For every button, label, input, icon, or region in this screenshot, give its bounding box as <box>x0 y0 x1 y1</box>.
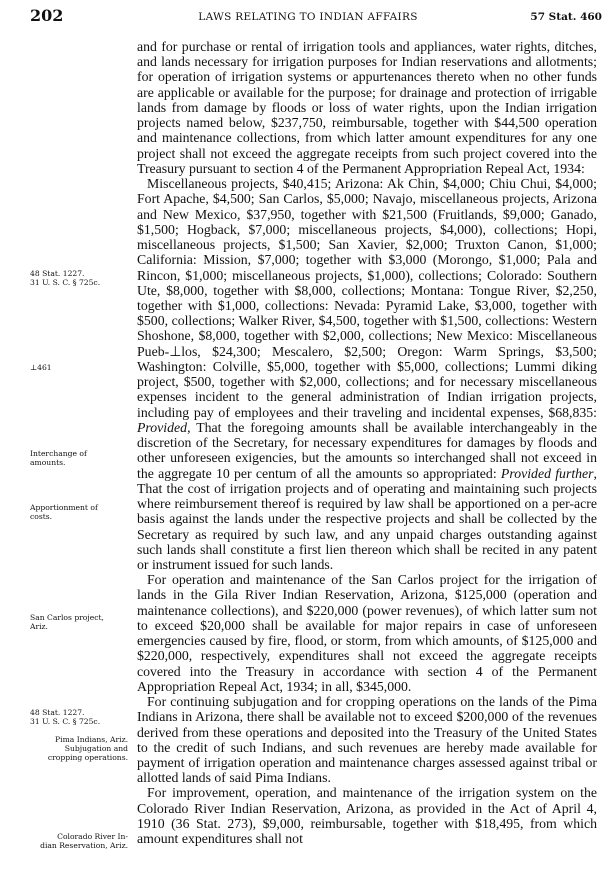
paragraph-text: , That the foregoing amounts shall be available interchangeably in the discretion of the Secretary, for necessary expenditures for damages by floods and other unforeseen exigencies, but the amounts so interchanged shall not exceed in the aggregate 10 per centum of all the amounts so appropriated: <box>137 419 597 481</box>
paragraph-text: , That the cost of irrigation projects and of operating and maintaining such projects where reimbursement thereof is required by law shall be apportioned on a per-acre basis against the lands under the respective projects and shall be collected by the Secretary as required by such law, and any unpaid charges outstanding against such lands shall constitute a first lien thereon which shall be recited in any patent or instrument issued for such lands. <box>137 465 597 572</box>
margin-note: Pima Indians, Ariz. Subjugation and cropping operations. <box>47 735 128 762</box>
paragraph <box>137 785 597 846</box>
margin-note: 48 Stat. 1227. 31 U. S. C. § 725c. <box>30 708 101 726</box>
paragraph-text: For operation and maintenance of the San Carlos project for the irrigation of lands in the Gila River Indian Reservation, Arizona, $125,000 (operation and maintenance collections), and $220,000 (power revenues), of which latter sum not to exceed $20,000 shall be available for major repairs in case of unforeseen emergencies caused by fire, flood, or storm, from which amounts, of $125,000 and $220,000, respectively, expenditures shall not exceed the aggregate receipts covered into the Treasury in accordance with section 4 of the Permanent Appropriation Repeal Act, 1934; in all, $345,000. <box>137 572 597 694</box>
paragraph-text: Miscellaneous projects, $40,415; Arizona: Ak Chin, $4,000; Chiu Chui, $4,000; Fort Apache, $4,500; San Carlos, $5,000; Navajo, miscellaneous projects, Arizona and New Mexico, $37,950, together with $21,500 (Fruitlands, $9,000; Ganado, $1,500; Hogback, $7,000; miscellaneous projects, $4,000), collections; Hopi, miscellaneous projects, $1,500; San Xavier, $2,000; Truxton Canon, $1,000; California: Mission, $7,000; together with $3,000 (Morongo, $1,000; Pala and Rincon, $1,000; miscellaneous projects, $1,000), collections; Colorado: Southern Ute, $8,000, together with $8,000, collections; Montana: Tongue River, $2,250, together with $1,000, collections: Nevada: Pyramid Lake, $3,000, together with $500, collections; Walker River, $4,500, together with $1,500, collections: Western Shoshone, $8,000, together with $2,000, collections; New Mexico: Miscellaneous Pueb-⊥los, $24,300; Mescalero, $2,500; Oregon: Warm Springs, $3,500; Washington: Colville, $5,000, together with $5,000, collections; Lummi diking project, $500, together with $2,000, collections; and for necessary miscellaneous expenses incident to the general administration of Indian irrigation projects, including pay of employees and their traveling and incidental expenses, $68,835: <box>137 176 597 420</box>
page-number: 202 <box>30 6 64 25</box>
paragraph-text: and for purchase or rental of irrigation tools and appliances, water rights, ditches, and lands necessary for irrigation purposes for Indian reservations and allotments; for operation of irrigation systems or appurtenances thereto when no other funds are applicable or available for the purpose; for drainage and protection of irrigable lands from damage by floods or loss of water rights, upon the Indian irrigation projects named below, $237,750, reimbursable, together with $44,500 operation and maintenance collections, from which latter amount expenditures for any one project shall not exceed the aggregate receipts from such project covered into the Treasury pursuant to section 4 of the Permanent Appropriation Repeal Act, 1934: <box>137 39 597 176</box>
margin-note: San Carlos project, Ariz. <box>30 613 104 631</box>
margin-note: ⊥461 <box>30 363 52 372</box>
paragraph <box>137 39 597 176</box>
running-title: LAWS RELATING TO INDIAN AFFAIRS <box>198 11 418 23</box>
proviso-italic: Provided further <box>500 465 594 481</box>
margin-note: Colorado River In- dian Reservation, Ariz. <box>40 832 128 850</box>
proviso-italic: Provided <box>137 419 188 435</box>
margin-note: Interchange of amounts. <box>30 449 87 467</box>
margin-note: 48 Stat. 1227. 31 U. S. C. § 725c. <box>30 269 101 287</box>
statute-reference: 57 Stat. 460 <box>530 11 602 23</box>
paragraph <box>137 176 597 572</box>
paragraph-text: For continuing subjugation and for cropping operations on the lands of the Pima Indians in Arizona, there shall be available not to exceed $200,000 of the revenues derived from these operations and deposited into the Treasury of the United States to the credit of such Indians, and such revenues are hereby made available for payment of irrigation operation and maintenance charges assessed against tribal or allotted lands of said Pima Indians. <box>137 694 597 786</box>
paragraph-text: For improvement, operation, and maintenance of the irrigation system on the Colorado River Indian Reservation, Arizona, as provided in the Act of April 4, 1910 (36 Stat. 273), $9,000, reimbursable, together with $18,495, from which amount expenditures shall not <box>137 785 597 847</box>
statute-body-text <box>137 39 597 846</box>
paragraph <box>137 572 597 694</box>
running-header <box>0 6 616 26</box>
paragraph <box>137 694 597 785</box>
margin-note: Apportionment of costs. <box>30 503 98 521</box>
